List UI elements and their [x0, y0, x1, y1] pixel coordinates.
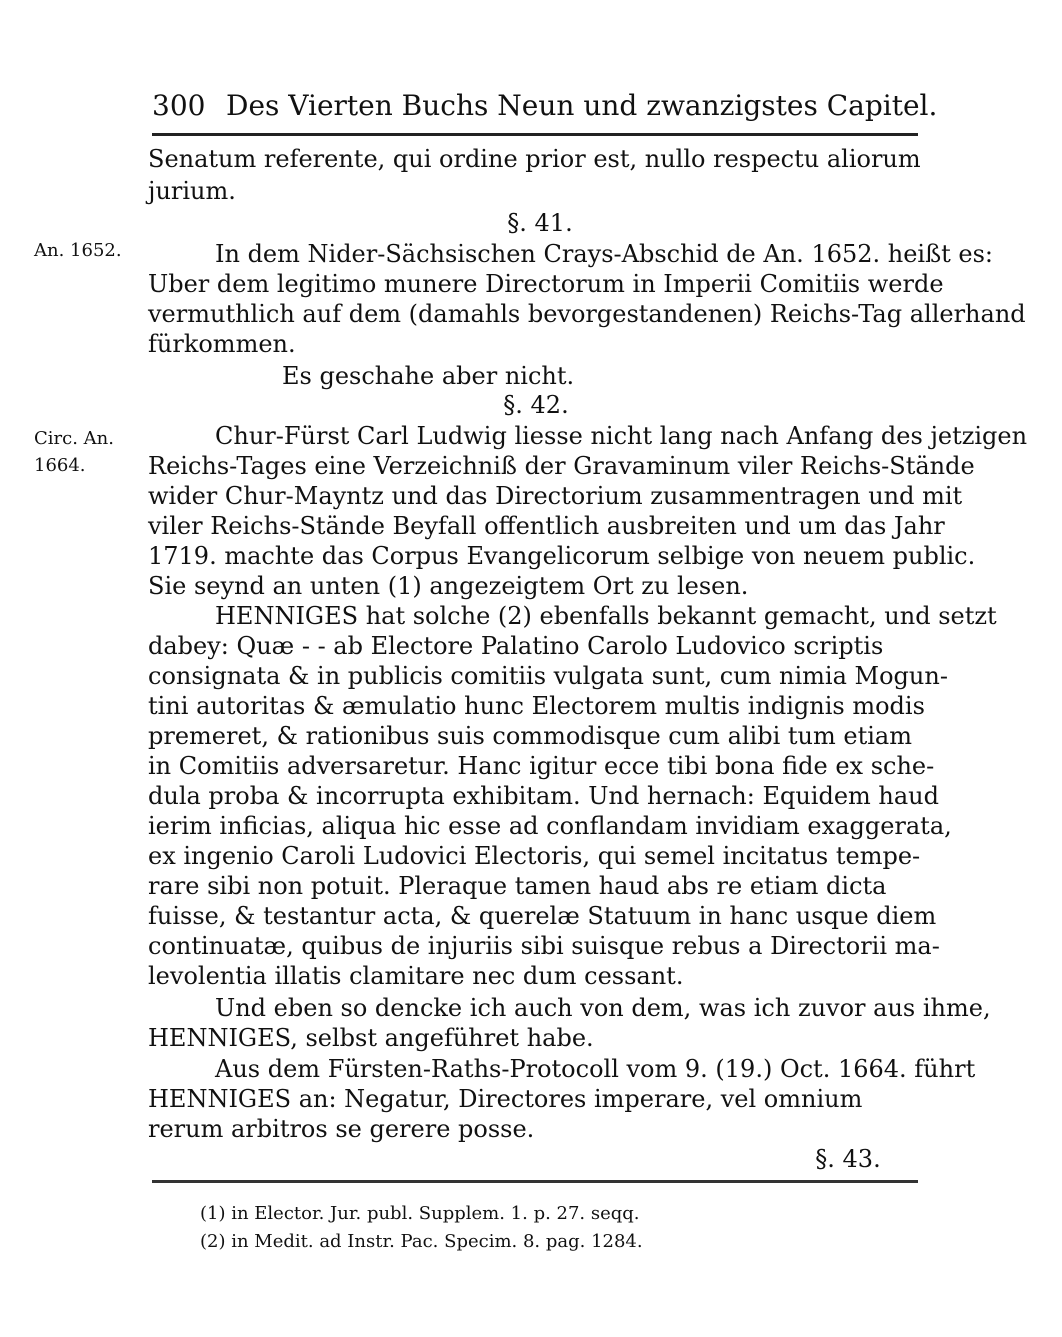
footnote-2: (2) in Medit. ad Instr. Pac. Specim. 8. pag. 1284.: [200, 1231, 643, 1252]
text-line: Senatum referente, qui ordine prior est, nullo respectu aliorum: [148, 145, 921, 173]
text-line: tini autoritas & æmulatio hunc Electorem multis indignis modis: [148, 692, 925, 720]
text-line: Chur-Fürst Carl Ludwig liesse nicht lang nach Anfang des jetzigen: [215, 422, 1028, 450]
section-mark-42: §. 42.: [503, 391, 569, 419]
text-line: wider Chur-Mayntz und das Directorium zusammentragen und mit: [148, 482, 963, 510]
text-line: vermuthlich auf dem (damahls bevorgestandenen) Reichs-Tag allerhand: [148, 300, 1026, 328]
text-line: premeret, & rationibus suis commodisque cum alibi tum etiam: [148, 722, 912, 750]
text-line: Aus dem Fürsten-Raths-Protocoll vom 9. (19.) Oct. 1664. führt: [215, 1055, 976, 1083]
text-line: rerum arbitros se gerere posse.: [148, 1115, 535, 1143]
text-line: in Comitiis adversaretur. Hanc igitur ecce tibi bona fide ex sche-: [148, 752, 935, 780]
text-line: Sie seynd an unten (1) angezeigtem Ort zu lesen.: [148, 572, 749, 600]
text-line: rare sibi non potuit. Pleraque tamen haud abs re etiam dicta: [148, 872, 887, 900]
margin-note-year-1652: An. 1652.: [34, 240, 122, 261]
text-line: Es geschahe aber nicht.: [282, 362, 575, 390]
text-line: jurium.: [148, 177, 236, 205]
text-line: viler Reichs-Stände Beyfall offentlich ausbreiten und um das Jahr: [148, 512, 945, 540]
text-line: In dem Nider-Sächsischen Crays-Abschid de An. 1652. heißt es:: [215, 240, 994, 268]
text-line: ierim inficias, aliqua hic esse ad conflandam invidiam exaggerata,: [148, 812, 952, 840]
footnote-rule: [152, 1180, 918, 1183]
text-line: fuisse, & testantur acta, & querelæ Statuum in hanc usque diem: [148, 902, 937, 930]
text-line: levolentia illatis clamitare nec dum cessant.: [148, 962, 684, 990]
text-line: dula proba & incorrupta exhibitam. Und hernach: Equidem haud: [148, 782, 940, 810]
text-line: Und eben so dencke ich auch von dem, was ich zuvor aus ihme,: [215, 994, 991, 1022]
page-number: 300: [152, 89, 206, 122]
section-mark-41: §. 41.: [507, 209, 573, 237]
text-line: fürkommen.: [148, 330, 296, 358]
text-line: continuatæ, quibus de injuriis sibi suisque rebus a Directorii ma-: [148, 932, 940, 960]
text-line: ex ingenio Caroli Ludovici Electoris, qui semel incitatus tempe-: [148, 842, 921, 870]
margin-note-circa: Circ. An.: [34, 428, 114, 449]
text-line: HENNIGES an: Negatur, Directores imperare, vel omnium: [148, 1085, 863, 1113]
running-head: [152, 86, 938, 126]
section-mark-43: §. 43.: [815, 1145, 881, 1173]
running-head-title: Des Vierten Buchs Neun und zwanzigstes Capitel.: [226, 89, 938, 122]
text-line: Reichs-Tages eine Verzeichniß der Gravaminum viler Reichs-Stände: [148, 452, 975, 480]
margin-note-year-1664: 1664.: [34, 455, 86, 476]
text-line: dabey: Quæ - - ab Electore Palatino Carolo Ludovico scriptis: [148, 632, 884, 660]
text-line: HENNIGES hat solche (2) ebenfalls bekannt gemacht, und setzt: [215, 602, 997, 630]
text-line: 1719. machte das Corpus Evangelicorum selbige von neuem public.: [148, 542, 976, 570]
text-line: Uber dem legitimo munere Directorum in Imperii Comitiis werde: [148, 270, 944, 298]
text-line: consignata & in publicis comitiis vulgata sunt, cum nimia Mogun-: [148, 662, 948, 690]
footnote-1: (1) in Elector. Jur. publ. Supplem. 1. p. 27. seqq.: [200, 1203, 640, 1224]
header-rule: [152, 133, 918, 136]
text-line: HENNIGES, selbst angeführet habe.: [148, 1024, 594, 1052]
